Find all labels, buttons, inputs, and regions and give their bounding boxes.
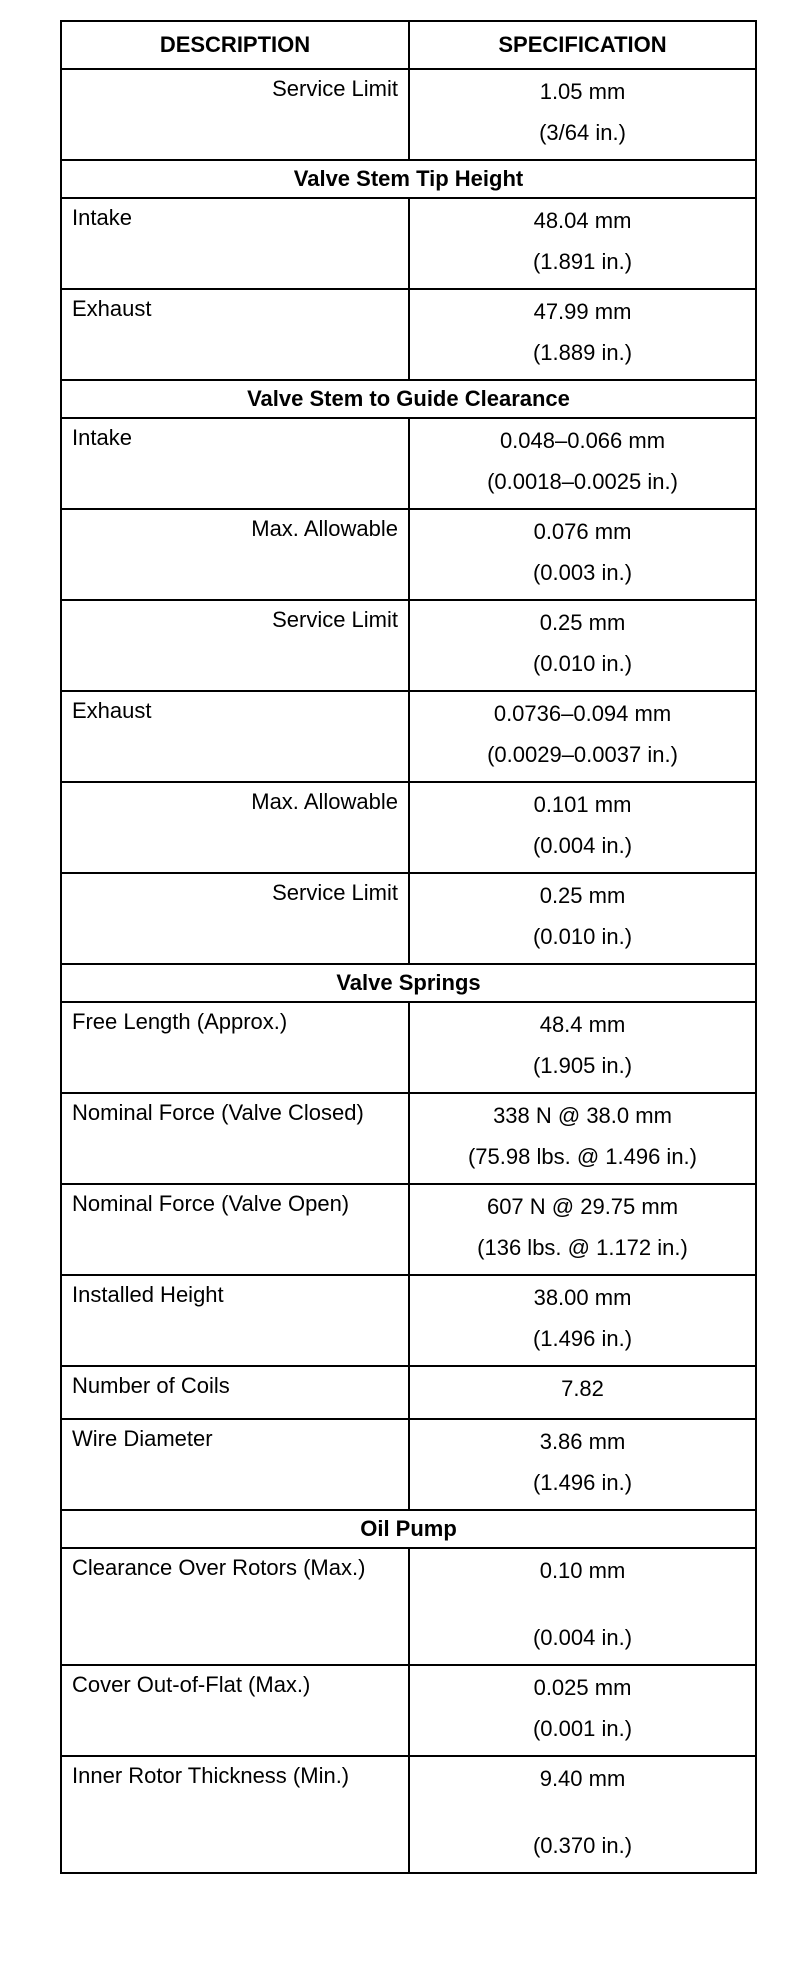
table-row: [61, 782, 756, 873]
description-text: Clearance Over Rotors (Max.): [72, 1555, 366, 1580]
spacer: [416, 1802, 749, 1828]
specification-cell: [409, 1093, 756, 1184]
description-cell: [61, 1184, 409, 1275]
spacer: [416, 1594, 749, 1620]
description-cell: [61, 1366, 409, 1419]
description-text: Service Limit: [272, 880, 398, 905]
imperial-value: (3/64 in.): [539, 120, 626, 145]
description-cell: [61, 1275, 409, 1366]
description-cell: [61, 289, 409, 380]
description-cell: [61, 69, 409, 160]
description-text: Nominal Force (Valve Closed): [72, 1100, 364, 1125]
description-cell: [61, 782, 409, 873]
specification-cell: [409, 1548, 756, 1665]
description-cell: [61, 873, 409, 964]
description-text: Service Limit: [272, 607, 398, 632]
table-row: [61, 198, 756, 289]
description-text: Intake: [72, 425, 132, 450]
specification-cell: [409, 1366, 756, 1419]
table-body: [61, 69, 756, 1873]
specification-cell: [409, 1756, 756, 1873]
metric-value: 9.40 mm: [539, 1766, 626, 1791]
imperial-value: (0.004 in.): [532, 833, 633, 858]
section-row: [61, 380, 756, 418]
imperial-value: (0.0018–0.0025 in.): [487, 469, 678, 494]
metric-value: 1.05 mm: [539, 79, 626, 104]
specification-cell: [409, 1275, 756, 1366]
description-cell: [61, 1419, 409, 1510]
imperial-value: (1.889 in.): [532, 340, 633, 365]
metric-value: 7.82: [561, 1376, 604, 1401]
metric-value: 0.25 mm: [539, 883, 626, 908]
section-title: Oil Pump: [61, 1510, 756, 1548]
specification-cell: [409, 873, 756, 964]
description-text: Inner Rotor Thickness (Min.): [72, 1763, 350, 1788]
section-title: Valve Stem to Guide Clearance: [61, 380, 756, 418]
description-text: Service Limit: [272, 76, 398, 101]
description-text: Installed Height: [72, 1282, 224, 1307]
imperial-value: (0.370 in.): [532, 1833, 633, 1858]
imperial-value: (0.001 in.): [532, 1716, 633, 1741]
table-row: [61, 600, 756, 691]
table-row: [61, 1002, 756, 1093]
table-row: [61, 1093, 756, 1184]
metric-value: 0.076 mm: [533, 519, 632, 544]
metric-value: 38.00 mm: [533, 1285, 632, 1310]
table-row: [61, 69, 756, 160]
description-text: Max. Allowable: [251, 789, 398, 814]
description-text: Cover Out-of-Flat (Max.): [72, 1672, 311, 1697]
specification-cell: [409, 691, 756, 782]
table-row: [61, 418, 756, 509]
table-row: [61, 1419, 756, 1510]
description-cell: [61, 509, 409, 600]
description-cell: [61, 1002, 409, 1093]
imperial-value: (0.010 in.): [532, 924, 633, 949]
specification-cell: [409, 198, 756, 289]
specification-cell: [409, 782, 756, 873]
table-row: [61, 1665, 756, 1756]
section-row: [61, 1510, 756, 1548]
table-row: [61, 691, 756, 782]
table-row: [61, 289, 756, 380]
metric-value: 0.25 mm: [539, 610, 626, 635]
table-row: [61, 1756, 756, 1873]
description-cell: [61, 418, 409, 509]
imperial-value: (0.0029–0.0037 in.): [487, 742, 678, 767]
metric-value: 48.04 mm: [533, 208, 632, 233]
metric-value: 338 N @ 38.0 mm: [493, 1103, 672, 1128]
specification-cell: [409, 1419, 756, 1510]
description-text: Number of Coils: [72, 1373, 230, 1398]
metric-value: 0.048–0.066 mm: [499, 428, 666, 453]
description-cell: [61, 691, 409, 782]
description-cell: [61, 198, 409, 289]
specification-cell: [409, 289, 756, 380]
table-row: [61, 1366, 756, 1419]
metric-value: 47.99 mm: [533, 299, 632, 324]
description-cell: [61, 1756, 409, 1873]
imperial-value: (1.496 in.): [532, 1470, 633, 1495]
table-row: [61, 1548, 756, 1665]
description-text: Exhaust: [72, 296, 152, 321]
section-row: [61, 964, 756, 1002]
specification-cell: [409, 418, 756, 509]
description-text: Free Length (Approx.): [72, 1009, 288, 1034]
column-header-description: DESCRIPTION: [61, 21, 409, 69]
imperial-value: (0.004 in.): [532, 1625, 633, 1650]
description-cell: [61, 1548, 409, 1665]
description-text: Intake: [72, 205, 132, 230]
section-title: Valve Stem Tip Height: [61, 160, 756, 198]
imperial-value: (1.496 in.): [532, 1326, 633, 1351]
imperial-value: (1.905 in.): [532, 1053, 633, 1078]
imperial-value: (1.891 in.): [532, 249, 633, 274]
description-cell: [61, 1665, 409, 1756]
description-text: Nominal Force (Valve Open): [72, 1191, 350, 1216]
specification-cell: [409, 600, 756, 691]
table-row: [61, 1275, 756, 1366]
imperial-value: (136 lbs. @ 1.172 in.): [477, 1235, 688, 1260]
description-cell: [61, 600, 409, 691]
column-header-specification: SPECIFICATION: [409, 21, 756, 69]
section-title: Valve Springs: [61, 964, 756, 1002]
specification-cell: [409, 1184, 756, 1275]
metric-value: 48.4 mm: [539, 1012, 626, 1037]
metric-value: 607 N @ 29.75 mm: [486, 1194, 679, 1219]
specification-cell: [409, 1002, 756, 1093]
table-header-row: [61, 21, 756, 69]
metric-value: 0.0736–0.094 mm: [493, 701, 672, 726]
table-row: [61, 873, 756, 964]
imperial-value: (0.003 in.): [532, 560, 633, 585]
section-row: [61, 160, 756, 198]
imperial-value: (0.010 in.): [532, 651, 633, 676]
table-row: [61, 509, 756, 600]
specification-table: [60, 20, 757, 1874]
metric-value: 0.025 mm: [533, 1675, 632, 1700]
specification-cell: [409, 69, 756, 160]
metric-value: 0.10 mm: [539, 1558, 626, 1583]
specification-cell: [409, 509, 756, 600]
metric-value: 0.101 mm: [533, 792, 632, 817]
table-row: [61, 1184, 756, 1275]
metric-value: 3.86 mm: [539, 1429, 626, 1454]
specification-cell: [409, 1665, 756, 1756]
description-text: Max. Allowable: [251, 516, 398, 541]
description-text: Exhaust: [72, 698, 152, 723]
description-text: Wire Diameter: [72, 1426, 213, 1451]
description-cell: [61, 1093, 409, 1184]
imperial-value: (75.98 lbs. @ 1.496 in.): [467, 1144, 697, 1169]
